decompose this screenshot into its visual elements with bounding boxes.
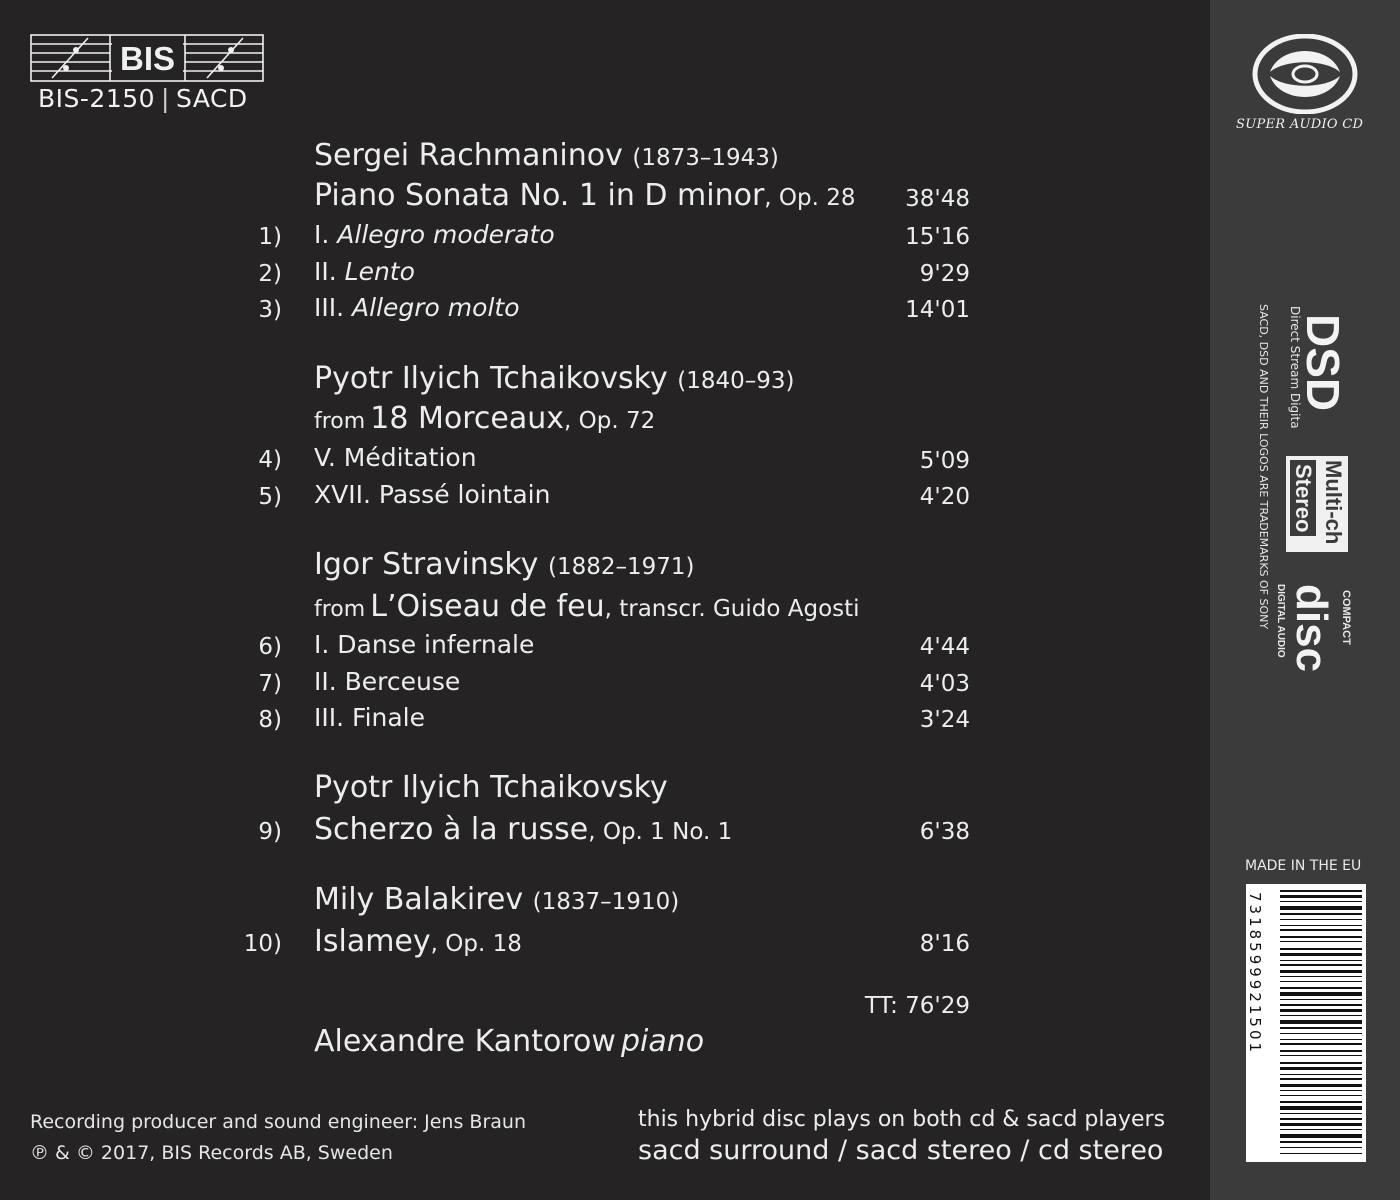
track-title: II. Lento <box>314 257 415 286</box>
barcode-bar <box>1280 976 1362 977</box>
barcode-bar <box>1280 925 1362 926</box>
track-number: 4) <box>258 447 282 473</box>
made-in-eu: MADE IN THE EU <box>1245 858 1362 874</box>
barcode-bar <box>1280 1078 1362 1080</box>
track-number: 10) <box>243 931 282 957</box>
barcode-bar <box>1280 1147 1362 1148</box>
barcode-bar <box>1280 1015 1362 1016</box>
track-title: V. Méditation <box>314 443 477 472</box>
track-duration: 4'03 <box>919 671 970 697</box>
track-duration: 14'01 <box>905 297 970 323</box>
composer-rachmaninov: Sergei Rachmaninov (1873–1943) <box>314 138 779 173</box>
compact-label: COMPACT <box>1340 590 1352 645</box>
barcode-bar <box>1280 1134 1362 1138</box>
barcode-bar <box>1280 1055 1362 1056</box>
work-title: Piano Sonata No. 1 in D minor, Op. 28 <box>314 178 856 213</box>
track-number: 5) <box>258 484 282 510</box>
barcode-bar <box>1280 960 1362 961</box>
hybrid-note: this hybrid disc plays on both cd & sacd players <box>638 1107 1166 1132</box>
disc-logo: disc <box>1287 584 1336 673</box>
track-title: Scherzo à la russe, Op. 1 No. 1 <box>314 812 733 847</box>
barcode-bar <box>1280 999 1362 1000</box>
barcode-bar <box>1280 1004 1362 1006</box>
barcode-bar <box>1280 1074 1362 1075</box>
track-title: III. Finale <box>314 703 426 732</box>
barcode-bar <box>1280 953 1362 956</box>
format-logos <box>1250 300 1360 700</box>
track-duration: 3'24 <box>919 707 970 733</box>
barcode <box>1246 884 1366 1162</box>
track-duration: 15'16 <box>905 224 970 250</box>
work-title: from L’Oiseau de feu, transcr. Guido Agosti <box>314 589 860 624</box>
barcode-bar <box>1280 1033 1362 1034</box>
hybrid-formats: sacd surround / sacd stereo / cd stereo <box>638 1135 1164 1166</box>
composer-tchaikovsky: Pyotr Ilyich Tchaikovsky (1840–93) <box>314 361 795 396</box>
barcode-bar <box>1280 1153 1362 1154</box>
producer-credit: Recording producer and sound engineer: Jens Braun <box>30 1111 526 1133</box>
bis-logo-text: BIS <box>119 40 176 77</box>
track-duration: 9'29 <box>919 261 970 287</box>
barcode-bar <box>1280 987 1362 989</box>
barcode-bar <box>1280 1062 1362 1064</box>
sacd-logo-text: SUPER AUDIO CD <box>1236 117 1364 132</box>
barcode-bar <box>1280 906 1362 910</box>
dsd-logo: DSD <box>1297 314 1349 412</box>
barcode-bar <box>1280 1113 1362 1114</box>
barcode-bar <box>1280 1101 1362 1103</box>
performer: Alexandre Kantorow piano <box>314 1024 705 1059</box>
barcode-bar <box>1280 948 1362 950</box>
track-title: I. Allegro moderato <box>314 220 555 249</box>
digital-audio-label: DIGITAL AUDIO <box>1275 584 1286 658</box>
track-duration: 4'44 <box>919 634 970 660</box>
barcode-bar <box>1280 1095 1362 1096</box>
track-number: 9) <box>258 819 282 845</box>
barcode-bar <box>1280 1090 1362 1091</box>
barcode-bar <box>1280 936 1362 938</box>
barcode-bar <box>1280 1039 1362 1040</box>
barcode-bar <box>1280 970 1362 973</box>
work-title: from 18 Morceaux, Op. 72 <box>314 401 656 436</box>
barcode-bar <box>1280 901 1362 902</box>
barcode-bar <box>1280 1123 1362 1126</box>
track-duration: 8'16 <box>919 931 970 957</box>
barcode-bar <box>1280 919 1362 920</box>
track-title: II. Berceuse <box>314 667 461 696</box>
barcode-bar <box>1280 1084 1362 1087</box>
bis-logo <box>30 34 264 82</box>
barcode-bar <box>1280 890 1362 892</box>
barcode-bar <box>1280 1106 1362 1110</box>
barcode-bar <box>1280 1043 1362 1045</box>
composer-balakirev: Mily Balakirev (1837–1910) <box>314 882 680 917</box>
barcode-digits: 7318599921501 <box>1246 892 1264 1056</box>
track-title: III. Allegro molto <box>314 293 520 322</box>
barcode-bar <box>1280 1129 1362 1130</box>
barcode-bar <box>1280 1027 1362 1029</box>
track-title: XVII. Passé lointain <box>314 480 551 509</box>
multich-label: Multi-ch <box>1321 460 1346 545</box>
stereo-label: Stereo <box>1290 460 1316 536</box>
barcode-bar <box>1280 1020 1362 1024</box>
barcode-bar <box>1280 992 1362 996</box>
barcode-bar <box>1280 941 1362 942</box>
barcode-bar <box>1280 981 1362 982</box>
track-number: 3) <box>258 297 282 323</box>
barcode-bars <box>1246 884 1366 1162</box>
barcode-bar <box>1280 929 1362 931</box>
track-duration: 5'09 <box>919 448 970 474</box>
copyright: ℗ & © 2017, BIS Records AB, Sweden <box>30 1142 393 1164</box>
track-duration: 4'20 <box>919 484 970 510</box>
composer-stravinsky: Igor Stravinsky (1882–1971) <box>314 547 695 582</box>
composer-tchaikovsky: Pyotr Ilyich Tchaikovsky <box>314 770 668 805</box>
barcode-bar <box>1280 1009 1362 1012</box>
dsd-subtitle: Direct Stream Digita <box>1288 306 1302 429</box>
track-number: 1) <box>258 224 282 250</box>
trademark-note: SACD, DSD AND THEIR LOGOS ARE TRADEMARKS OF SONY <box>1257 304 1270 630</box>
track-number: 7) <box>258 671 282 697</box>
track-number: 2) <box>258 261 282 287</box>
track-number: 8) <box>258 707 282 733</box>
track-title: I. Danse infernale <box>314 630 535 659</box>
barcode-bar <box>1280 1050 1362 1052</box>
total-time: TT: 76'29 <box>864 993 970 1019</box>
barcode-bar <box>1280 1067 1362 1070</box>
track-number: 6) <box>258 634 282 660</box>
catalog-number: BIS-2150 | SACD <box>38 84 248 113</box>
sacd-disc-icon <box>1250 34 1360 114</box>
barcode-bar <box>1280 964 1362 966</box>
work-duration: 38'48 <box>905 186 970 212</box>
barcode-bar <box>1280 913 1362 915</box>
track-title: Islamey, Op. 18 <box>314 924 522 959</box>
barcode-bar <box>1280 895 1362 898</box>
barcode-bar <box>1280 1118 1362 1120</box>
track-duration: 6'38 <box>919 819 970 845</box>
barcode-bar <box>1280 1141 1362 1143</box>
multich-stereo-badge <box>1286 456 1348 552</box>
